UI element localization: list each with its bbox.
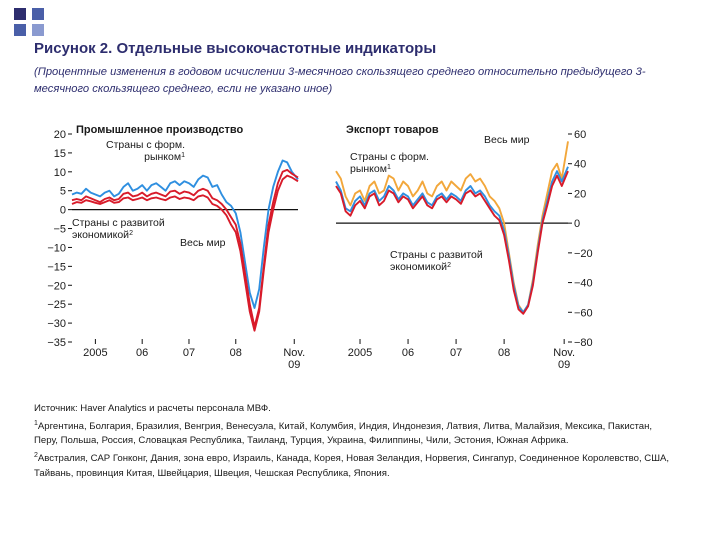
y-tick-label: 20 [574,188,587,201]
y-tick-label: 15 [53,147,66,160]
series-label: Страны с форм. [106,139,185,151]
figure-notes [34,402,674,481]
y-tick-label: −80 [574,337,593,349]
footnote-2 [34,449,674,481]
series-label: Страны с развитой [72,217,165,229]
figure-subtitle: (Процентные изменения в годовом исчислении 3-месячного скользящего среднего относительно предыдущего 3-месячного скользящего среднего, если не указано иное) [34,66,646,95]
y-tick-label: 20 [53,129,66,141]
y-tick-label: −5 [53,223,66,236]
series-label: экономикой$^2$ [72,229,133,241]
footnote-2-mark: 2 [34,451,38,459]
series-label: рынком$^1$ [350,163,391,175]
series-label: экономикой$^2$ [390,261,451,273]
series-label: Страны с форм. [350,151,429,163]
series-label: Весь мир [180,237,226,249]
industrial-production-chart [0,120,340,382]
y-tick-label: −20 [574,247,593,260]
series-line-1 [336,167,568,313]
y-tick-label: −25 [47,299,66,312]
slide-decoration [0,0,60,40]
y-tick-label: −60 [574,307,593,320]
y-tick-label: −30 [47,318,66,331]
series-label: рынком$^1$ [144,151,185,163]
series-label-footnote-mark: 2 [447,261,451,269]
x-tick-label: 2005 [347,347,373,359]
chart-title: Промышленное производство [76,124,244,136]
x-tick-label: 06 [136,347,149,359]
x-tick-label-line2: 09 [558,359,571,371]
y-tick-label: 0 [59,204,66,217]
x-tick-label: 06 [401,347,415,359]
y-tick-label: −20 [47,280,66,293]
chart-panel-goods-exports [330,120,710,382]
x-tick-label: Nov. [553,347,576,359]
series-label-footnote-mark: 1 [386,163,391,171]
chart-title: Экспорт товаров [346,124,439,136]
y-tick-label: −15 [47,261,66,274]
footnote-1-text: Аргентина, Болгария, Бразилия, Венгрия, Венесуэла, Китай, Колумбия, Индия, Индонезия, Латвия, Литва, Малайзия, Мексика, Пакистан, Перу, Польша, Россия, Словацкая Республика, Таиланд, Турция, Украина, Филиппины, Чили, Эстония, Южная Африка. [34,420,653,447]
y-tick-label: 10 [53,166,66,179]
y-tick-label: 60 [574,129,587,141]
x-tick-label-line2: 09 [288,359,301,371]
y-tick-label: 5 [59,185,66,198]
footnote-1 [34,417,674,449]
x-tick-label: 08 [497,347,511,359]
footnote-2-text: Австралия, САР Гонконг, Дания, зона евро, Израиль, Канада, Корея, Новая Зеландия, Норвегия, Сингапур, Соединенное Королевство, США, Тайвань, провинция Китая, Швейцария, Швеция, Чешская Республика, Япония. [34,453,670,479]
series-label: Весь мир [484,134,530,146]
goods-exports-chart [330,120,710,382]
y-tick-label: 0 [574,218,581,231]
y-tick-label: −35 [47,337,66,349]
x-tick-label: 2005 [83,347,108,359]
series-label-footnote-mark: 2 [129,229,133,237]
footnote-1-mark: 1 [34,419,38,427]
series-label: Страны с развитой [390,249,483,261]
series-label-footnote-mark: 1 [181,151,185,159]
y-tick-label: 40 [574,158,587,171]
source-note: Источник: Haver Analytics и расчеты персонала МВФ. [34,403,271,414]
figure-title: Рисунок 2. Отдельные высокочастотные индикаторы [34,40,437,57]
y-tick-label: −40 [574,277,593,290]
x-tick-label: Nov. [283,347,306,359]
x-tick-label: 07 [449,347,463,359]
chart-panel-industrial-production [0,120,340,382]
x-tick-label: 08 [229,347,242,359]
y-tick-label: −10 [47,242,66,255]
x-tick-label: 07 [182,347,196,359]
